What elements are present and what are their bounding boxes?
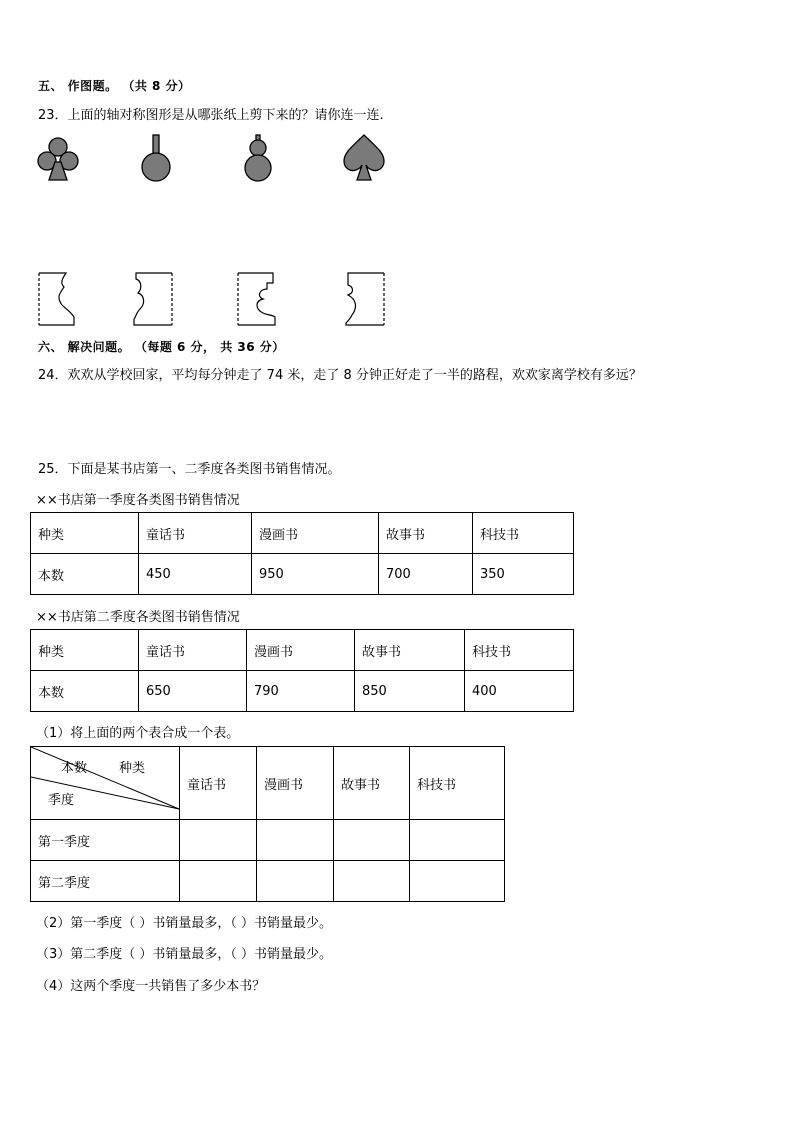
table-cell: 科技书 (473, 513, 574, 554)
question-23-text: 23．上面的轴对称图形是从哪张纸上剪下来的？请你连一连. (38, 108, 384, 123)
table-cell: 950 (252, 554, 379, 595)
corner-label-season: 季度 (48, 793, 75, 808)
table-q1-sales (30, 512, 574, 595)
table-cell: 第一季度 (31, 820, 180, 861)
answer-cell[interactable] (410, 820, 505, 861)
table2-caption: ××书店第二季度各类图书销售情况 (36, 610, 240, 625)
answer-cell[interactable] (180, 820, 257, 861)
answer-cell[interactable] (257, 820, 334, 861)
sub-question-1: （1）将上面的两个表合成一个表。 (36, 726, 240, 741)
table-cell: 科技书 (465, 630, 574, 671)
table-cell: 本数 (31, 671, 139, 712)
paper-piece-4 (342, 271, 390, 327)
club-icon (36, 134, 80, 184)
table-q2-sales (30, 629, 574, 712)
question-24-text: 24．欢欢从学校回家，平均每分钟走了 74 米，走了 8 分钟正好走了一半的路程，欢欢家离学校有多远？ (38, 368, 642, 383)
table-cell: 第二季度 (31, 861, 180, 902)
paper-piece-3 (235, 271, 283, 327)
table-cell: 童话书 (139, 630, 247, 671)
table-cell: 故事书 (334, 747, 410, 820)
question-25-text: 25．下面是某书店第一、二季度各类图书销售情况。 (38, 462, 341, 477)
table-row (31, 747, 505, 820)
section5-heading: 五、 作图题。 （共 8 分） (38, 79, 191, 93)
table-cell: 700 (379, 554, 473, 595)
table-cell: 种类 (31, 513, 139, 554)
table-row (31, 861, 505, 902)
table-row (31, 820, 505, 861)
table-cell: 科技书 (410, 747, 505, 820)
table-cell: 790 (247, 671, 355, 712)
table-cell: 漫画书 (252, 513, 379, 554)
sub-question-3: （3）第二季度（ ）书销量最多，（ ）书销量最少。 (36, 947, 333, 962)
paper-piece-2 (130, 271, 178, 327)
answer-cell[interactable] (410, 861, 505, 902)
table-row (31, 513, 574, 554)
diagonal-header-cell (31, 747, 180, 820)
corner-label-count: 本数 (61, 761, 88, 776)
table-cell: 童话书 (139, 513, 252, 554)
section6-heading: 六、 解决问题。 （每题 6 分， 共 36 分） (38, 340, 285, 354)
table-cell: 400 (465, 671, 574, 712)
bottle-icon (138, 134, 174, 184)
corner-label-category: 种类 (119, 761, 146, 776)
table-cell: 本数 (31, 554, 139, 595)
table-cell: 650 (139, 671, 247, 712)
table-cell: 种类 (31, 630, 139, 671)
sub-question-4: （4）这两个季度一共销售了多少本书？ (36, 979, 266, 994)
table-cell: 故事书 (355, 630, 465, 671)
table-cell: 350 (473, 554, 574, 595)
answer-cell[interactable] (334, 861, 410, 902)
diagonal-lines (31, 747, 180, 819)
paper-piece-1 (36, 271, 80, 327)
gourd-icon (240, 134, 276, 184)
table-cell: 850 (355, 671, 465, 712)
table-row (31, 671, 574, 712)
table-cell: 童话书 (180, 747, 257, 820)
table-row (31, 554, 574, 595)
answer-cell[interactable] (180, 861, 257, 902)
sub-question-2: （2）第一季度（ ）书销量最多，（ ）书销量最少。 (36, 916, 333, 931)
table-combined-empty (30, 746, 505, 902)
table-cell: 漫画书 (257, 747, 334, 820)
table1-caption: ××书店第一季度各类图书销售情况 (36, 493, 240, 508)
table-row (31, 630, 574, 671)
table-cell: 漫画书 (247, 630, 355, 671)
answer-cell[interactable] (257, 861, 334, 902)
table-cell: 450 (139, 554, 252, 595)
table-cell: 故事书 (379, 513, 473, 554)
spade-icon (340, 132, 388, 184)
answer-cell[interactable] (334, 820, 410, 861)
